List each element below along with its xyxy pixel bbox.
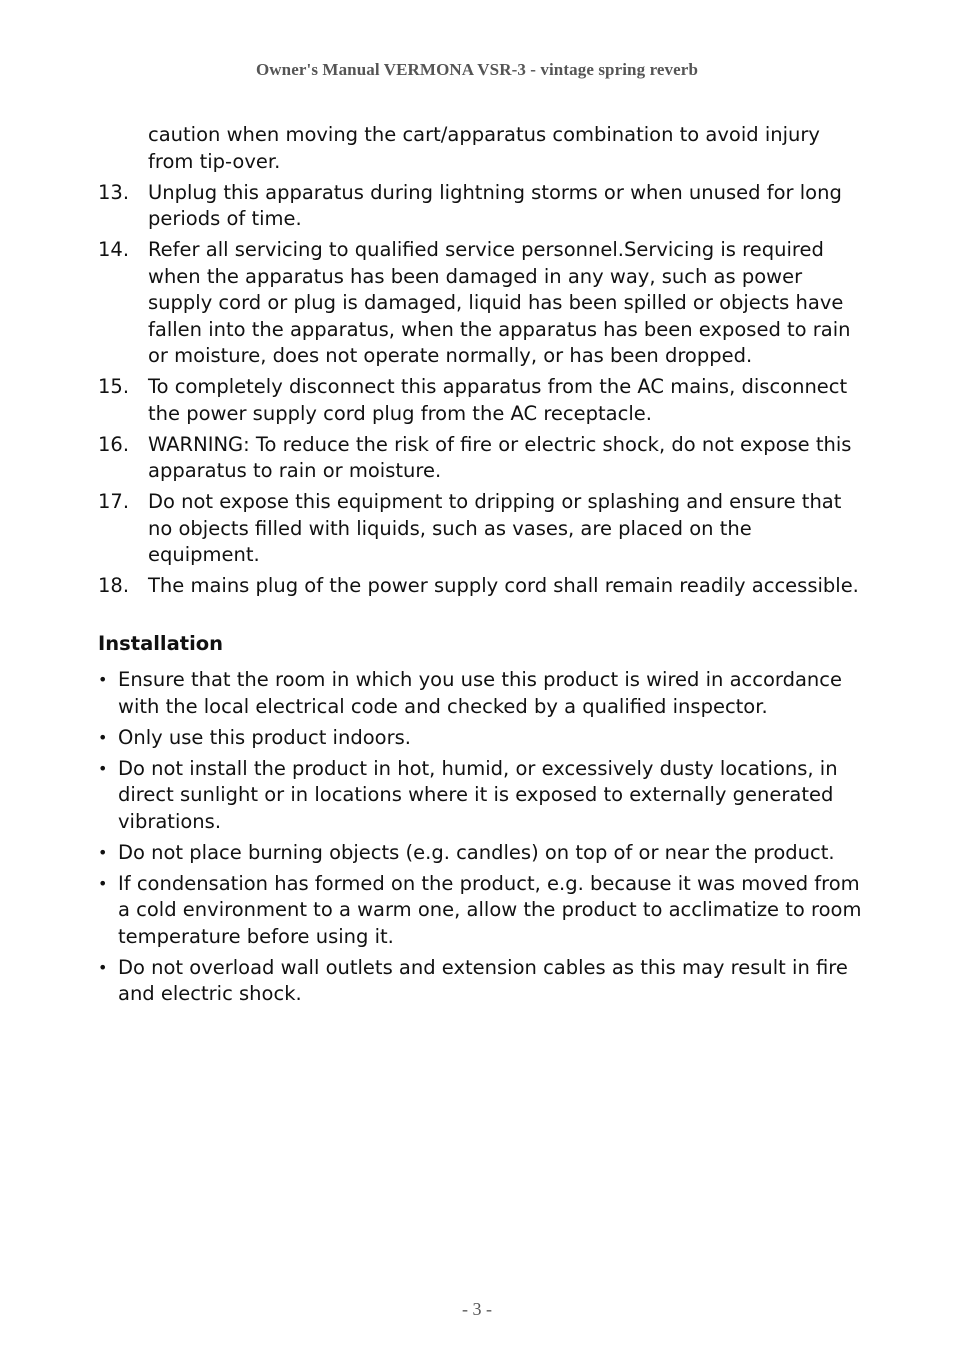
item-text: Do not overload wall outlets and extension cables as this may result in fire and electric shock.	[118, 955, 848, 1005]
list-item	[98, 871, 868, 951]
installation-heading: Installation	[98, 631, 224, 655]
numbered-safety-list	[98, 180, 868, 600]
item-text: Only use this product indoors.	[118, 725, 411, 749]
list-item	[98, 573, 868, 600]
installation-bullet-list	[98, 667, 868, 1008]
continuation-paragraph: caution when moving the cart/apparatus combination to avoid injury from tip-over.	[148, 123, 820, 173]
bullet-icon: •	[98, 727, 108, 747]
page-header-title: Owner's Manual VERMONA VSR-3 - vintage spring reverb	[255, 60, 698, 79]
item-number: 15.	[98, 375, 130, 398]
page-number: - 3 -	[462, 1299, 492, 1319]
bullet-icon: •	[98, 957, 108, 977]
item-number: 16.	[98, 432, 130, 456]
item-text: Refer all servicing to qualified service personnel.Servicing is required when the apparatus has been damaged in any way, such as power supply cord or plug is damaged, liquid has been spilled or objects have fallen into the apparatus, when the apparatus has been exposed to rain or moisture, does not operate normally, or has been dropped.	[148, 238, 851, 367]
bullet-icon: •	[98, 670, 108, 689]
bullet-icon: •	[98, 758, 108, 778]
item-text: To completely disconnect this apparatus from the AC mains, disconnect the power supply cord plug from the AC receptacle.	[148, 375, 848, 425]
list-item	[98, 955, 868, 1008]
bullet-icon: •	[98, 873, 108, 893]
item-text: If condensation has formed on the product, e.g. because it was moved from a cold environment to a warm one, allow the product to acclimatize to room temperature before using it.	[118, 871, 862, 948]
item-number: 14.	[98, 238, 130, 261]
item-number: 17.	[98, 490, 130, 513]
item-number: 18.	[98, 574, 130, 597]
item-text: WARNING: To reduce the risk of fire or electric shock, do not expose this apparatus to rain or moisture.	[148, 432, 852, 482]
item-text: Do not install the product in hot, humid, or excessively dusty locations, in direct sunlight or in locations where it is exposed to externally generated vibrations.	[118, 756, 838, 833]
item-text: Do not place burning objects (e.g. candles) on top of or near the product.	[118, 840, 835, 864]
item-text: Ensure that the room in which you use this product is wired in accordance with the local electrical code and checked by a qualified inspector.	[118, 668, 843, 718]
list-item	[98, 667, 868, 720]
item-text: Unplug this apparatus during lightning storms or when unused for long periods of time.	[148, 180, 842, 230]
bullet-icon: •	[98, 842, 108, 862]
list-item	[98, 756, 868, 836]
list-item	[98, 180, 868, 233]
list-item	[98, 237, 868, 370]
item-number: 13.	[98, 180, 130, 204]
list-item	[98, 374, 868, 427]
item-text: Do not expose this equipment to dripping or splashing and ensure that no objects filled with liquids, such as vases, are placed on the equipment.	[148, 490, 842, 566]
list-item	[98, 840, 868, 867]
item-text: The mains plug of the power supply cord shall remain readily accessible.	[148, 574, 859, 597]
list-item	[98, 432, 868, 485]
page-content	[98, 122, 868, 1012]
list-item	[98, 489, 868, 569]
list-item	[98, 725, 868, 752]
